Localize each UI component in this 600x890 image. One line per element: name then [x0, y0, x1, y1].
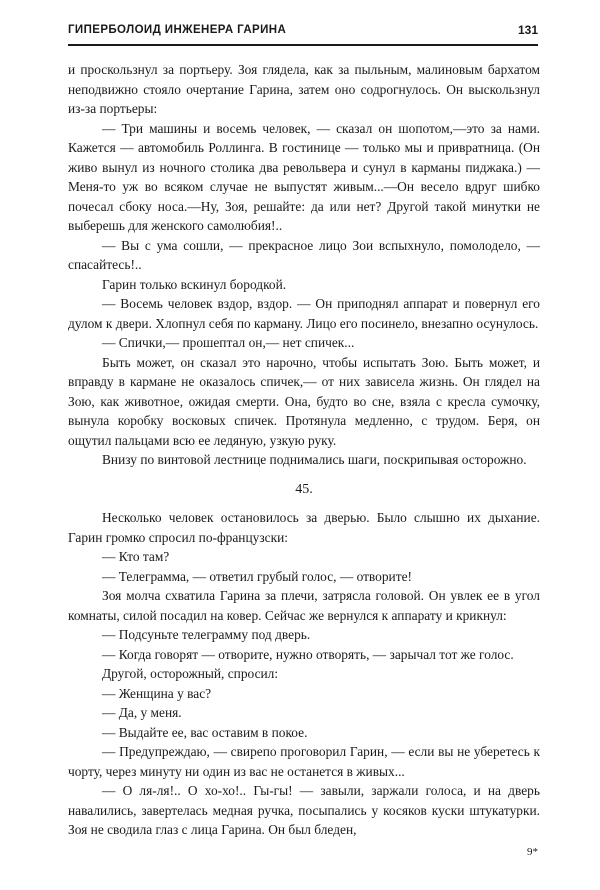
paragraph: — Предупреждаю, — свирепо проговорил Гарин, — если вы не уберетесь к чорту, через минуту ни один из вас не останется в живых... [68, 744, 540, 779]
paragraph: Несколько человек остановилось за дверью. Было слышно их дыхание. Гарин громко спросил по-французски: [68, 510, 540, 545]
paragraph: — Да, у меня. [102, 705, 182, 720]
chapter-number: 45. [295, 481, 313, 497]
paragraph: — Три машины и восемь человек, — сказал он шопотом,—это за нами. Кажется — автомобиль Роллинга. В гостинице — только мы и привратница. (Он живо вынул из ночного столика два револьвера и сунул в карманы пиджака.) — Меня-то уж во всяком случае не выпустят живым...—Он весело вдруг шибко почесал сбоку носа.—Ну, Зоя, решайте: да или нет? Другой такой минутки не выберешь для женского самолюбия!.. [68, 120, 540, 233]
paragraph: Внизу по винтовой лестнице поднимались шаги, поскрипывая осторожно. [102, 452, 527, 467]
paragraph: — Вы с ума сошли, — прекрасное лицо Зои вспыхнуло, помолодело, — спасайтесь!.. [68, 237, 540, 272]
paragraph: — Выдайте ее, вас оставим в покое. [102, 724, 308, 740]
paragraph: — Кто там? [102, 549, 170, 564]
paragraph: Гарин только вскинул бородкой. [102, 276, 287, 292]
paragraph: — Спички,— прошептал он,— нет спичек... [102, 335, 355, 350]
paragraph: — Женщина у вас? [102, 685, 212, 701]
paragraph: — Подсуньте телеграмму под дверь. [102, 627, 311, 642]
page-body [68, 60, 540, 840]
paragraph: — Телеграмма, — ответил грубый голос, — отворите! [102, 568, 412, 584]
paragraph: — Восемь человек вздор, вздор. — Он приподнял аппарат и повернул его дулом к двери. Хлопнул себя по карману. Лицо его посинело, внезапно осунулось. [68, 296, 540, 331]
paragraph: и проскользнул за портьеру. Зоя глядела, как за пыльным, малиновым бархатом неподвижно стояло очертание Гарина, затем оно содрогнулось. Он выскользнул из-за портьеры: [68, 62, 540, 116]
running-header [68, 24, 538, 46]
paragraph: Другой, осторожный, спросил: [102, 666, 279, 681]
page-number: 131 [517, 23, 538, 37]
text-block-after [68, 508, 540, 840]
text-block-before [68, 60, 540, 470]
paragraph: — О ля-ля!.. О хо-хо!.. Гы-гы! — завыли, заржали голоса, и на дверь навалились, завертелась медная ручка, посыпались у косяков куски штукатурки. Зоя не сводила глаз с лица Гарина. Он был бледен, [68, 783, 540, 837]
paragraph: — Когда говорят — отворите, нужно отворять, — зарычал тот же голос. [102, 646, 514, 662]
paragraph: Зоя молча схватила Гарина за плечи, затрясла головой. Он увлек ее в угол комнаты, силой посадил на ковер. Сейчас же вернулся к аппарату и крикнул: [68, 588, 540, 623]
signature-mark: 9* [527, 846, 538, 858]
paragraph: Быть может, он сказал это нарочно, чтобы испытать Зою. Быть может, и вправду в кармане не оказалось спичек,— от них зависела жизнь. Он глядел на Зою, как животное, ожидая смерти. Она, будто во сне, взяла с кресла сумочку, вынула коробку восковых спичек. Протянула медленно, с трудом. Беря, он ощутил пальцами всю ее ледяную, узкую руку. [68, 354, 540, 448]
running-title: ГИПЕРБОЛОИД ИНЖЕНЕРА ГАРИНА [68, 24, 287, 36]
